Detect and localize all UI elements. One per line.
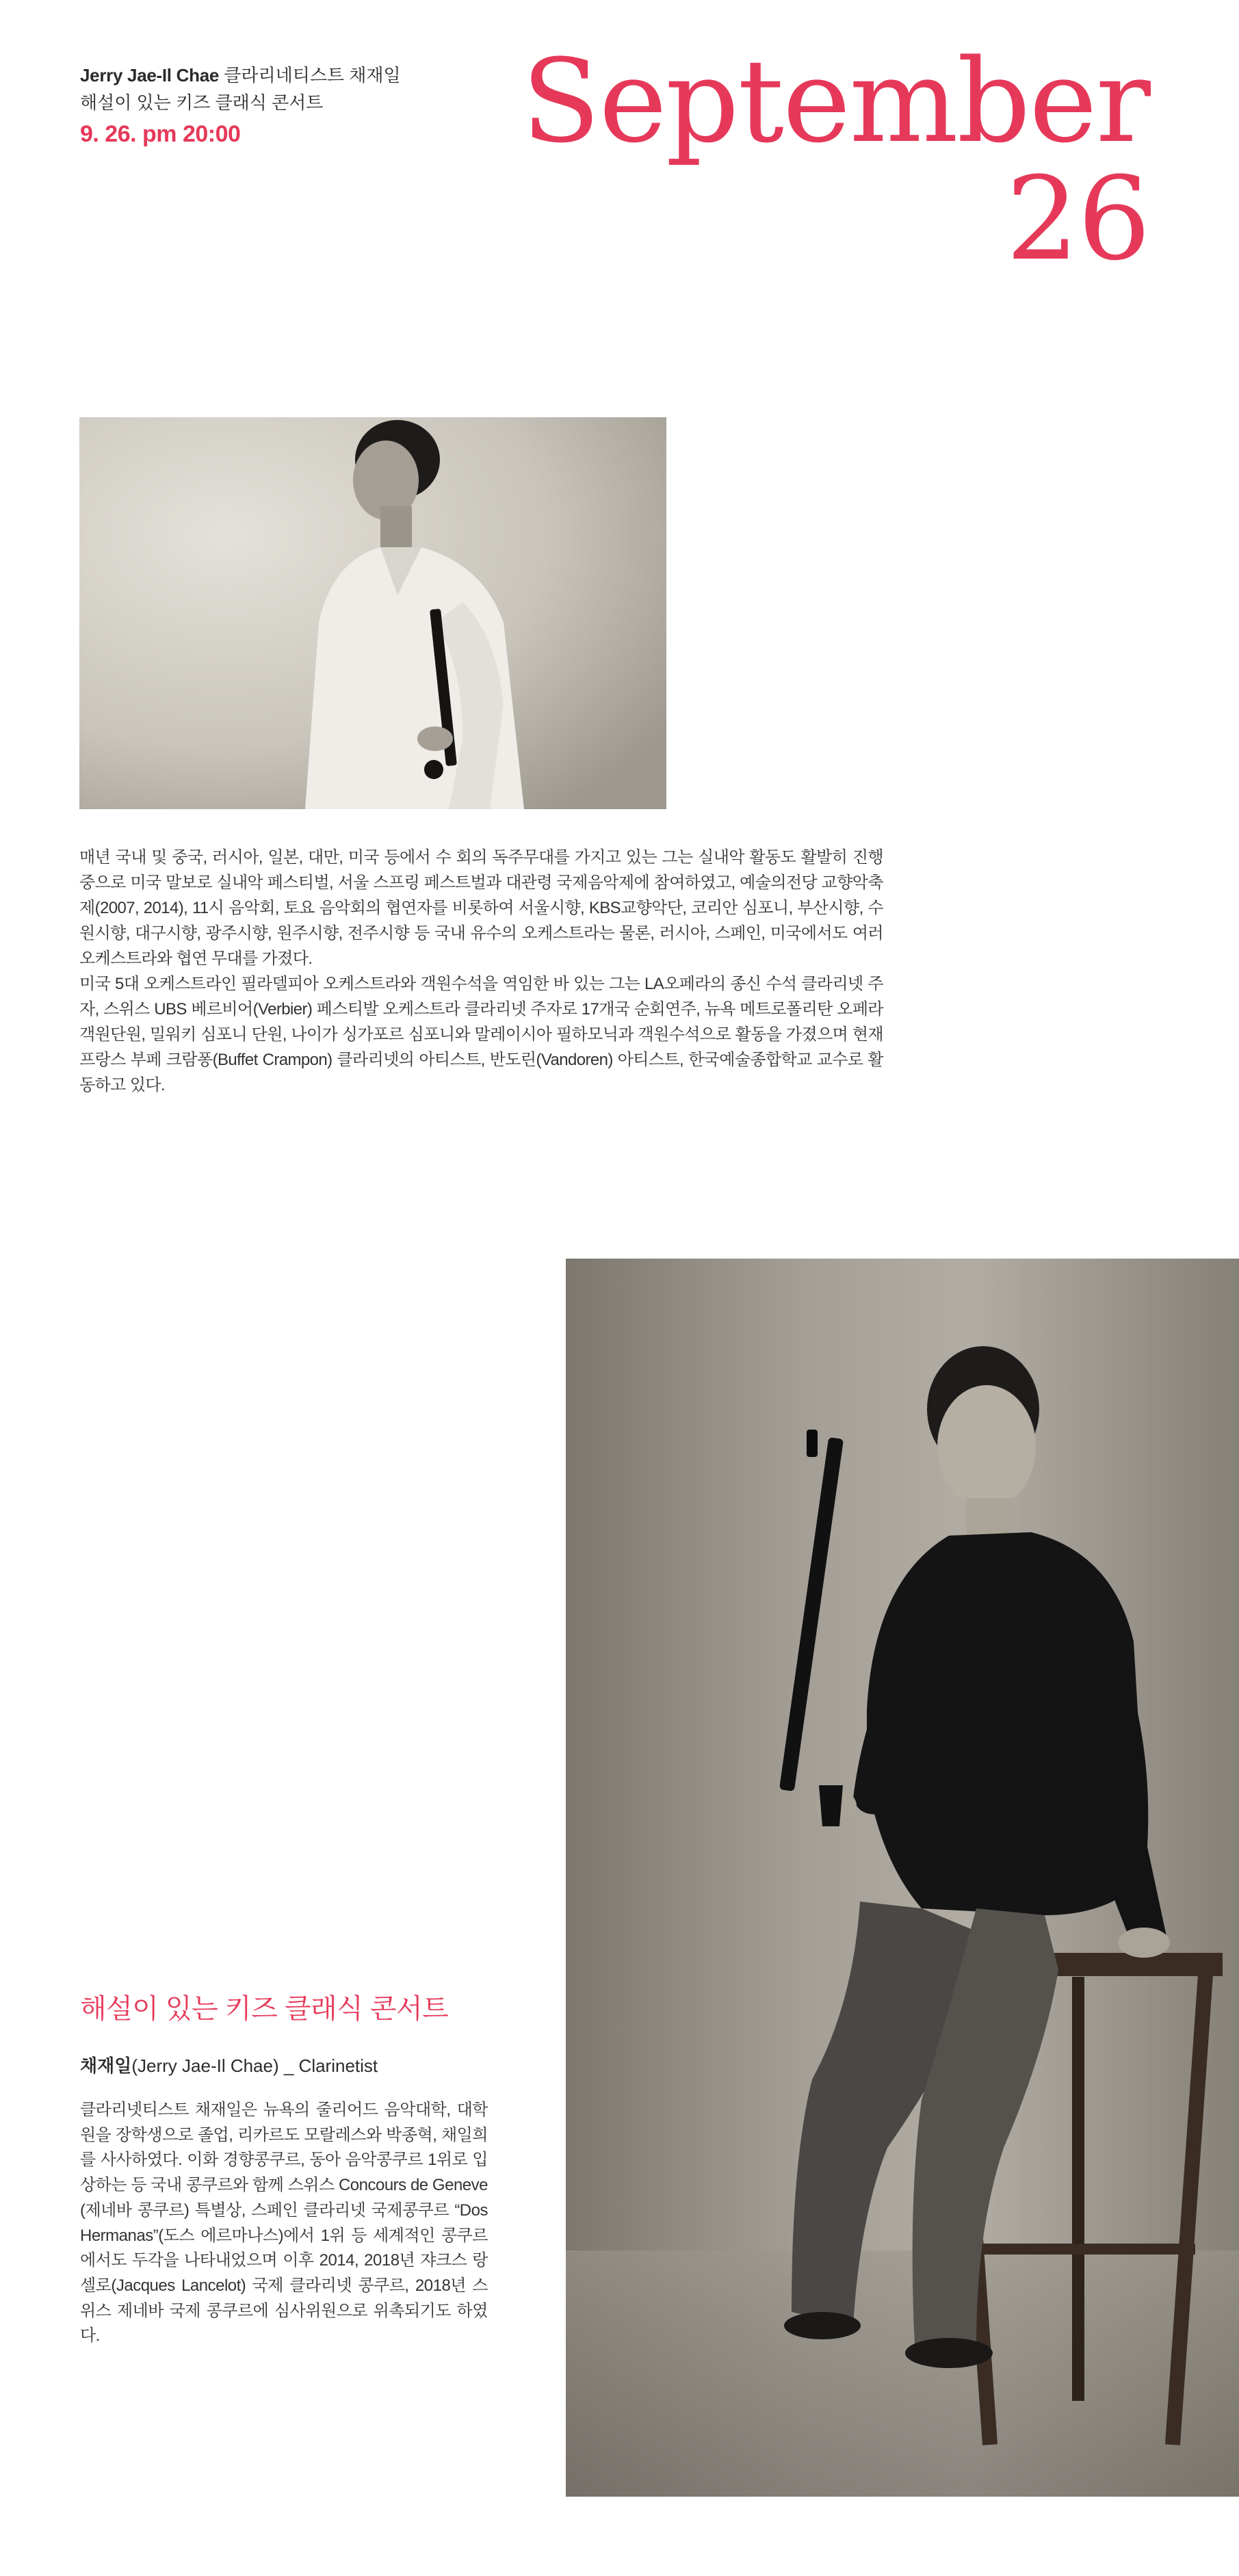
header-name-en: Jerry Jae-Il Chae [80,65,220,86]
date-title [521,34,1149,286]
performer-photo-top [79,417,666,809]
bio-primary [79,845,883,1098]
date-title-month: September [521,34,1149,168]
header-info [80,62,559,150]
header-role-name: 클라리네티스트 채재일 [224,65,401,86]
performer-line [80,2052,378,2079]
performer-photo-seated [566,1259,1239,2497]
concert-title: 해설이 있는 키즈 클래식 콘서트 [80,1994,449,2024]
bio-secondary [80,2098,488,2349]
header-datetime: 9. 26. pm 20:00 [80,121,241,147]
date-title-day: 26 [1006,152,1149,286]
header-subtitle: 해설이 있는 키즈 클래식 콘서트 [80,92,324,113]
bio-primary-paragraph-1: 매년 국내 및 중국, 러시아, 일본, 대만, 미국 등에서 수 회의 독주무대를 가지고 있는 그는 실내악 활동도 활발히 진행 중으로 미국 말보로 실내악 페스티벌, 서울 스프링 페스트벌과 대관령 국제음악제에 참여하였고, 예술의전당 교향악축제(2007, 2014), 11시 음악회, 토요 음악회의 협연자를 비롯하여 서울시향, KBS교향악단, 코리안 심포니, 부산시향, 수원시향, 대구시향, 광주시향, 원주시향, 전주시향 등 국내 유수의 오케스트라는 물론, 러시아, 스페인, 미국에서도 여러 오케스트라와 협연 무대를 가졌다. [79,848,883,968]
header-performer-line [80,62,559,89]
bio-primary-paragraph-2: 미국 5대 오케스트라인 필라델피아 오케스트라와 객원수석을 역임한 바 있는 그는 LA오페라의 종신 수석 클라리넷 주자, 스위스 UBS 베르비어(Verbier) 페스티발 오케스트라 클라리넷 주자로 17개국 순회연주, 뉴욕 메트로폴리탄 오페라 객원단원, 밀워키 심포니 단원, 나이가 싱가포르 심포니와 말레이시아 필하모닉과 객원수석으로 활동을 가졌으며 현재 프랑스 부페 크람퐁(Buffet Crampon) 클라리넷의 아티스트, 반도린(Vandoren) 아티스트, 한국예술종합학교 교수로 활동하고 있다. [79,975,883,1094]
performer-name-en: (Jerry Jae-Il Chae) _ Clarinetist [131,2055,378,2076]
bio-secondary-paragraph: 클라리넷티스트 채재일은 뉴욕의 줄리어드 음악대학, 대학원을 장학생으로 졸업, 리카르도 모랄레스와 박종혁, 채일희를 사사하였다. 이화 경향콩쿠르, 동아 음악콩쿠르 1위로 입상하는 등 국내 콩쿠르와 함께 스위스 Concours de Geneve (제네바 콩쿠르) 특별상, 스페인 클라리넷 국제콩쿠르 “Dos Hermanas”(도스 에르마나스)에서 1위 등 세계적인 콩쿠르에서도 두각을 나타내었으며 이후 2014, 2018년 쟈크스 랑셀로(Jacques Lancelot) 국제 클라리넷 콩쿠르, 2018년 스위스 제네바 국제 콩쿠르에 심사위원으로 위촉되기도 하였다. [80,2101,488,2345]
performer-name-kr: 채재일 [80,2055,132,2076]
